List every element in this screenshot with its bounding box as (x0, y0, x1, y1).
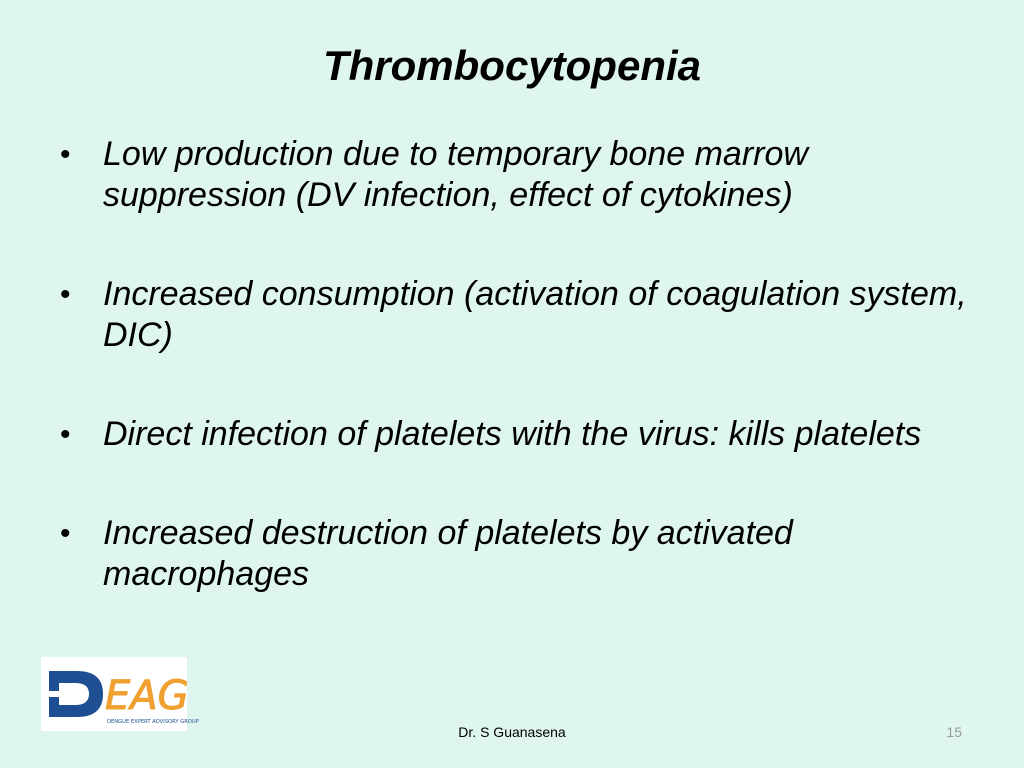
logo-caption: DENGUE EXPERT ADVISORY GROUP (107, 719, 199, 725)
footer-author: Dr. S Guanasena (458, 724, 566, 740)
bullet-icon: • (60, 138, 71, 171)
bullet-icon: • (60, 278, 71, 311)
bullet-icon: • (60, 517, 71, 550)
bullet-item (60, 513, 990, 595)
bullet-icon: • (60, 418, 71, 451)
deag-logo-icon (41, 657, 199, 731)
logo-letters: EAG (105, 673, 189, 719)
bullet-text: Increased destruction of platelets by activated macrophages (103, 514, 793, 593)
bullet-text: Direct infection of platelets with the virus: kills platelets (103, 415, 922, 453)
bullet-item (60, 274, 990, 356)
slide-title: Thrombocytopenia (322, 42, 702, 89)
bullet-list (60, 134, 990, 653)
deag-logo (41, 657, 199, 731)
bullet-text: Increased consumption (activation of coagulation system, DIC) (103, 275, 967, 354)
bullet-item (60, 134, 990, 216)
page-number: 15 (946, 724, 962, 740)
bullet-item (60, 414, 990, 455)
bullet-text: Low production due to temporary bone marrow suppression (DV infection, effect of cytokines) (103, 135, 808, 214)
